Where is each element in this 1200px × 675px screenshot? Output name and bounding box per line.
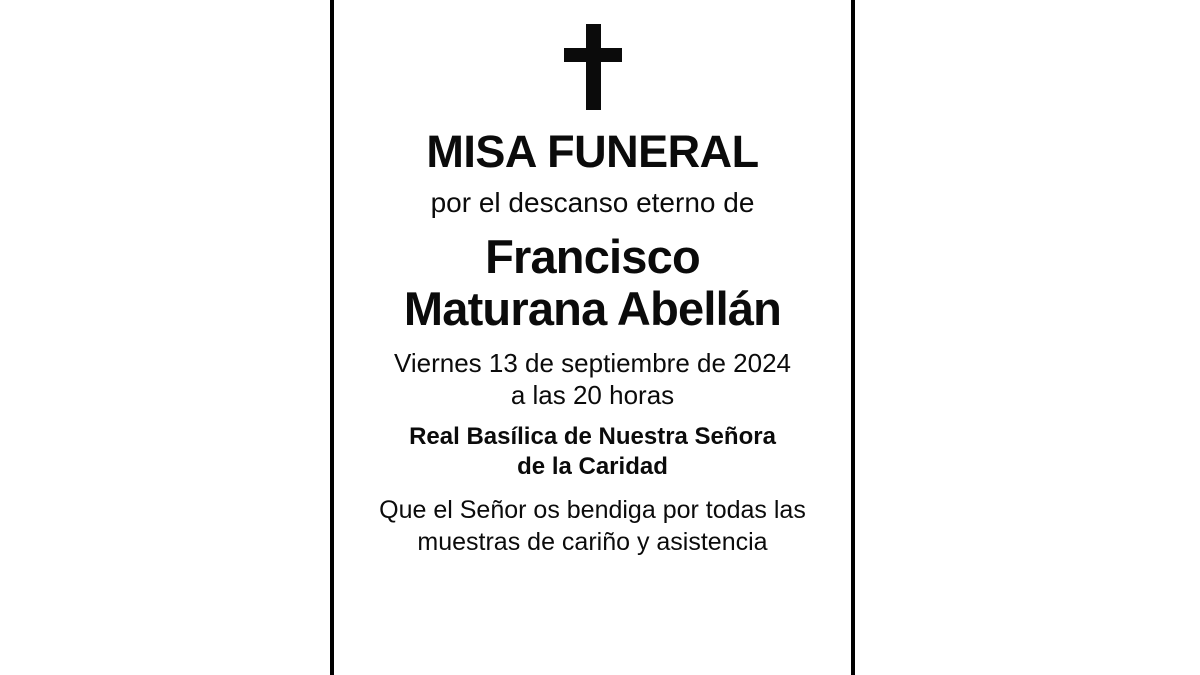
closing-message [379,494,806,559]
venue-line-1: Real Basílica de Nuestra Señora [409,422,776,450]
closing-line-2: muestras de cariño y asistencia [417,528,768,557]
venue-line-2: de la Caridad [517,452,668,480]
notice-subtitle: por el descanso eterno de [430,187,755,219]
deceased-first-name: Francisco [485,230,700,284]
funeral-notice-card [330,0,855,675]
notice-title: MISA FUNERAL [426,126,759,177]
service-date: Viernes 13 de septiembre de 2024 [393,347,792,378]
cross-horizontal-bar [564,48,622,62]
service-datetime [394,347,791,412]
deceased-last-names: Maturana Abellán [403,282,782,336]
funeral-notice-content [360,18,825,559]
service-venue [409,422,776,482]
closing-line-1: Que el Señor os bendiga por todas las [379,495,806,524]
service-time: a las 20 horas [510,380,675,411]
deceased-name [404,231,781,334]
cross-vertical-bar [586,24,601,110]
latin-cross-icon [564,24,622,110]
